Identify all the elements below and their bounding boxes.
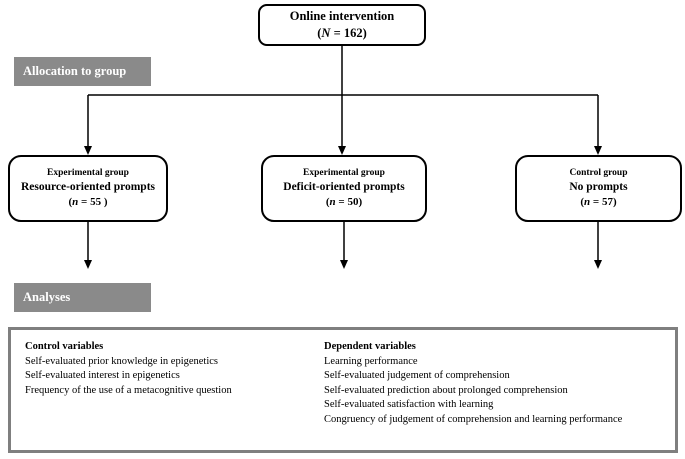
n-open: ( xyxy=(580,196,585,209)
control-variables-title: Control variables xyxy=(25,341,104,352)
group-type-label: Experimental group xyxy=(47,167,129,178)
arrowhead-right-icon xyxy=(594,146,602,155)
arrowhead-right-out-icon xyxy=(594,260,602,269)
group-n-label xyxy=(10,195,166,210)
group-name-label: Resource-oriented prompts xyxy=(20,180,156,193)
online-intervention-title: Online intervention xyxy=(289,9,395,24)
arrowhead-mid-icon xyxy=(338,146,346,155)
n-symbol: n xyxy=(329,196,336,209)
n-symbol: n xyxy=(584,196,591,209)
control-variable-item: Frequency of the use of a metacognitive question xyxy=(25,384,232,396)
section-label-analyses xyxy=(14,283,151,312)
dependent-variable-item: Learning performance xyxy=(324,355,418,367)
analyses-label-text: Analyses xyxy=(23,290,71,304)
analyses-variables-box xyxy=(8,327,678,453)
n-open: ( xyxy=(68,196,73,209)
group-type-label: Control group xyxy=(569,167,628,178)
control-variable-item: Self-evaluated prior knowledge in epigenetics xyxy=(25,355,219,367)
section-label-allocation xyxy=(14,57,151,86)
n-rest: = 55 ) xyxy=(78,196,108,209)
arrowhead-left-icon xyxy=(84,146,92,155)
control-variables-column xyxy=(11,330,316,450)
n-symbol: n xyxy=(72,196,79,209)
group-name-label: No prompts xyxy=(569,180,628,193)
dependent-variable-item: Congruency of judgement of comprehension and learning performance xyxy=(324,413,623,425)
node-control-group xyxy=(515,155,682,222)
group-name-label: Deficit-oriented prompts xyxy=(283,180,405,193)
n-open: ( xyxy=(317,26,322,40)
group-n-label xyxy=(263,195,425,210)
arrowhead-left-out-icon xyxy=(84,260,92,269)
node-deficit-oriented-group xyxy=(261,155,427,222)
dependent-variables-column xyxy=(316,330,675,450)
node-online-intervention xyxy=(258,4,426,46)
group-type-label: Experimental group xyxy=(303,167,385,178)
n-rest: = 57) xyxy=(590,196,617,209)
group-n-label xyxy=(517,195,680,210)
allocation-label-text: Allocation to group xyxy=(23,64,127,78)
n-rest: = 162) xyxy=(330,26,367,40)
dependent-variable-item: Self-evaluated judgement of comprehension xyxy=(324,370,510,381)
arrowhead-mid-out-icon xyxy=(340,260,348,269)
control-variable-item: Self-evaluated interest in epigenetics xyxy=(25,370,180,381)
n-rest: = 50) xyxy=(335,196,363,209)
dependent-variables-title: Dependent variables xyxy=(324,341,416,352)
n-symbol: N xyxy=(321,26,331,40)
dependent-variable-item: Self-evaluated prediction about prolonged comprehension xyxy=(324,384,568,396)
online-intervention-n xyxy=(260,25,424,42)
dependent-variable-item: Self-evaluated satisfaction with learning xyxy=(324,399,494,410)
n-open: ( xyxy=(325,196,330,209)
node-resource-oriented-group xyxy=(8,155,168,222)
